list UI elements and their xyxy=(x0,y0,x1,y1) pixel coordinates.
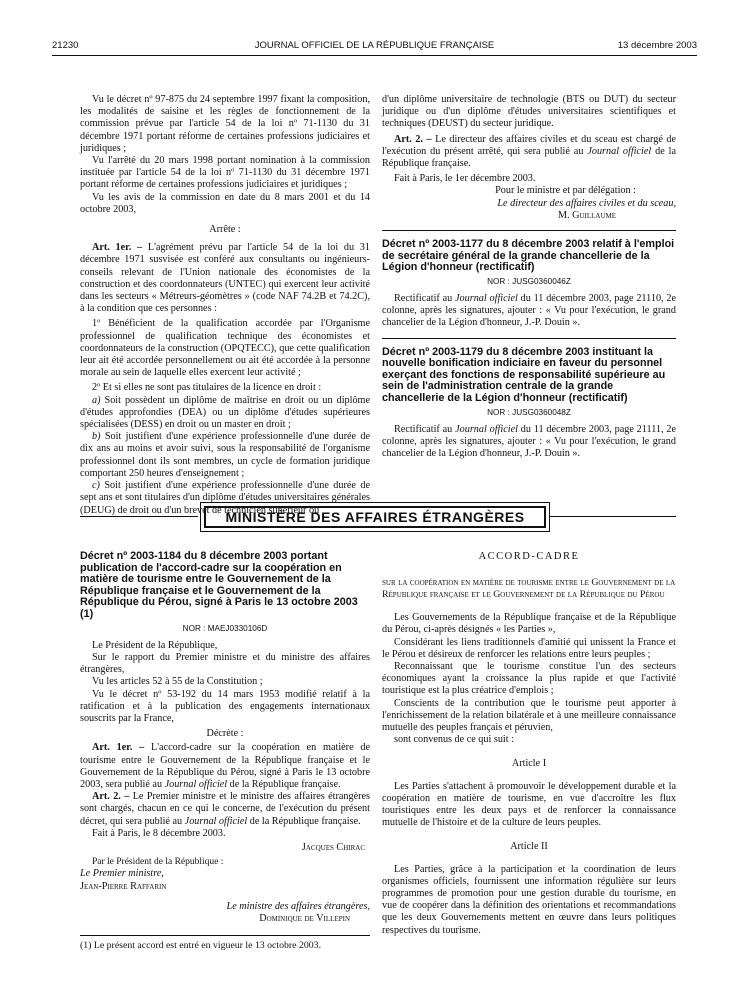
accord-heading: ACCORD-CADRE xyxy=(478,551,580,562)
issue-date: 13 décembre 2003 xyxy=(617,40,697,51)
rectificatif-text: du 11 décembre 2003, page 21111, 2e colonne, après les signatures, ajouter : « Vu pour l'exécution, le grand chancelier de la Légion d'honneur, J.-P. Douin ». xyxy=(382,423,677,460)
section-divider xyxy=(382,230,676,231)
article-heading: Article I xyxy=(511,758,547,770)
column-top-left xyxy=(80,94,370,517)
nor-reference: NOR : MAEJ0330106D xyxy=(182,623,268,633)
paragraph: Sur le rapport du Premier ministre et du ministre des affaires étrangères, xyxy=(80,651,370,676)
banner-rule-right xyxy=(550,516,676,517)
pm-title xyxy=(80,868,370,880)
mae-title-text: Le ministre des affaires étrangères, xyxy=(226,900,370,912)
paragraph: Vu le décret nº 53-192 du 14 mars 1953 modifié relatif à la ratification et à la publication des engagements internationaux souscrits par la France, xyxy=(80,688,370,724)
paragraph: Conscients de la contribution que le tourisme peut apporter à l'enrichissement de la relation bilatérale et à une meilleure connaissance mutuelle des peuples français et péruvien, xyxy=(382,697,676,734)
signature-line: Pour le ministre et par délégation : xyxy=(495,185,636,197)
article-label: Art. 2. – xyxy=(394,133,432,145)
article-label: Art. 1er. – xyxy=(92,242,143,254)
paragraph: 2º Et si elles ne sont pas titulaires de la licence en droit : xyxy=(92,382,322,394)
article-1 xyxy=(80,242,370,315)
paragraph: Considérant les liens traditionnels d'amitié qui unissent la France et le Pérou et désireux de renforcer les relations entre leurs peuples ; xyxy=(382,636,676,660)
rectificatif xyxy=(382,293,676,330)
journal-ref: Journal officiel xyxy=(184,815,248,827)
decree-title: Décret nº 2003-1184 du 8 décembre 2003 portant publication de l'accord-cadre sur la coopération en matière de tourisme entre le Gouvernement de la République française et le Gouvernement de la République du Pérou, signé à Paris le 13 octobre 2003 (1) xyxy=(80,550,358,620)
par-le-president: Par le Président de la République : xyxy=(92,857,224,868)
item-a xyxy=(80,395,370,432)
paragraph: Les Parties s'attachent à promouvoir le développement durable et la coopération en matière de tourisme, en vue d'accroître les flux touristiques entre les deux pays et de renforcer la connaissance mutuelle de l'histoire et de la culture de leurs peuples. xyxy=(382,780,676,829)
signature-title xyxy=(382,198,676,210)
paragraph: Vu les avis de la commission en date du 8 mars 2001 et du 14 octobre 2003, xyxy=(80,191,370,215)
page-header xyxy=(52,40,697,56)
article-heading: Article II xyxy=(510,841,548,853)
journal-ref: Journal officiel xyxy=(587,145,652,157)
section-divider xyxy=(382,338,676,339)
fait-line: Fait à Paris, le 1er décembre 2003. xyxy=(394,173,536,185)
article-1 xyxy=(80,742,370,791)
mae-title xyxy=(80,901,370,913)
journal-ref: Journal officiel xyxy=(164,779,228,790)
article-text: L'agrément prévu par l'article 54 de la loi du 31 décembre 1971 susvisée est conféré aux consultants ou ingénieurs-conseils relevant de l'Union nationale des économistes de la construction et des coordonnateurs (UNTEC) qui exercent leur activité dans les secteurs « Métreurs-géomètres » (code NAF 74.2B et 74.2C), à la condition que ces personnes : xyxy=(80,242,370,315)
arrete-heading: Arrête : xyxy=(209,224,241,236)
journal-ref: Journal officiel xyxy=(455,293,518,305)
rectificatif-text: Rectificatif au xyxy=(394,293,456,305)
paragraph: Reconnaissant que le tourisme constitue l'un des secteurs économiques ayant la croissance la plus rapide et que l'activité touristique est la plus créatrice d'emplois ; xyxy=(382,661,676,697)
article-2 xyxy=(80,791,370,828)
paragraph: Les Parties, grâce à la participation et la coordination de leurs organismes officiels, fournissent une information régulière sur leurs programmes de promotion pour une gestion durable du tourisme, en vue de coopérer dans la définition des orientations et recommandations que les deux Gouvernements mettent en œuvre dans leurs politiques respectives du tourisme. xyxy=(382,863,676,936)
ministry-banner xyxy=(200,502,550,532)
column-bottom-left xyxy=(80,551,370,952)
article-text: de la République française. xyxy=(227,779,341,790)
fait-line: Fait à Paris, le 8 décembre 2003. xyxy=(92,827,226,839)
article-text: Le directeur des affaires civiles et du sceau est chargé de l'exécution du présent arrêté, qui sera publié au xyxy=(382,133,676,157)
accord-subheading: sur la coopération en matière de tourisme entre le Gouvernement de la République française et le Gouvernement de la République du Pérou xyxy=(382,577,676,600)
signature-name: M. Guillaume xyxy=(557,209,616,221)
paragraph: d'un diplôme universitaire de technologie (BTS ou DUT) du secteur juridique ou d'un diplôme d'études universitaires scientifiques et techniques (DEUST) du secteur juridique. xyxy=(382,94,676,130)
article-label: Art. 1er. – xyxy=(92,742,145,754)
paragraph: Le Président de la République, xyxy=(92,639,218,651)
item-text: Soit justifient d'une expérience professionnelle d'une durée de dix ans au moins et avoir suivi, sous la responsabilité de l'organisme professionnel dont ils sont membres, un cycle de formation juridique comportant 250 heures d'enseignement ; xyxy=(80,431,370,479)
journal-ref: Journal officiel xyxy=(455,423,518,435)
item-b xyxy=(80,431,370,480)
item-label: b) xyxy=(92,431,101,443)
mae-name: Dominique de Villepin xyxy=(259,913,350,925)
decree-title: Décret nº 2003-1179 du 8 décembre 2003 instituant la nouvelle bonification indiciaire en faveur du personnel exerçant des fonctions de responsabilité supérieure au sein de l'administration centrale de la grande chancellerie de la Légion d'honneur (rectificatif) xyxy=(382,345,666,404)
nor-reference: NOR : JUSG0360048Z xyxy=(487,407,571,417)
paragraph: Les Gouvernements de la République française et de la République du Pérou, ci-après désignés « les Parties », xyxy=(382,612,676,636)
article-text: de la République française. xyxy=(247,815,361,827)
article-text: L'accord-cadre sur la coopération en matière de tourisme entre le Gouvernement de la République française et le Gouvernement de la République du Pérou, signé à Paris le 13 octobre 2003, sera publié au xyxy=(80,742,370,790)
decree-title: Décret nº 2003-1177 du 8 décembre 2003 relatif à l'emploi de secrétaire général de la grande chancellerie de la Légion d'honneur (rectificatif) xyxy=(382,238,675,274)
article-label: Art. 2. – xyxy=(92,791,130,803)
item-text: Soit justifient d'une expérience professionnelle d'une durée de sept ans et sont titulaires d'un diplôme d'études universitaires générales (DEUG) de droit ou d'un brevet de technicien supérieur ou xyxy=(80,480,370,516)
nor-reference: NOR : JUSG0360046Z xyxy=(487,276,571,286)
article-2 xyxy=(382,134,676,171)
rectificatif-text: Rectificatif au xyxy=(394,423,456,435)
column-top-right xyxy=(382,94,676,460)
header-rule xyxy=(52,55,697,56)
item-label: c) xyxy=(92,480,100,492)
decrete-heading: Décrète : xyxy=(206,728,244,740)
article-text: Le Premier ministre et le ministre des affaires étrangères sont chargés, chacun en ce qui le concerne, de l'exécution du présent décret, qui sera publié au xyxy=(80,791,370,827)
article-text: de la République française. xyxy=(382,145,676,170)
item-text: Soit possèdent un diplôme de maîtrise en droit ou un diplôme d'études approfondies (DEA) ou un diplôme d'études supérieures spécialisées (DESS) en droit ou un master en droit ; xyxy=(80,394,370,431)
pm-title-text: Le Premier ministre, xyxy=(80,868,164,880)
page-number: 21230 xyxy=(52,40,79,51)
banner-rule-left xyxy=(80,516,198,517)
column-bottom-right xyxy=(382,551,676,937)
paragraph: Vu l'arrêté du 20 mars 1998 portant nomination à la commission instituée par l'article 54 de la loi nº 71-1130 du 31 décembre 1971 portant réforme de certaines professions judiciaires et juridiques ; xyxy=(80,155,370,191)
footnote: (1) Le présent accord est entré en vigueur le 13 octobre 2003. xyxy=(80,935,370,952)
pm-name: Jean-Pierre Raffarin xyxy=(80,880,167,892)
paragraph: 1º Bénéficient de la qualification accordée par l'Organisme professionnel de qualification technique des économistes et coordonnateurs de la construction (OPQTECC), que cette qualification leur ait été accordée personnellement ou ait été accordée à la personne morale au sein de laquelle elles exercent leur activité ; xyxy=(80,318,370,379)
rectificatif-text: du 11 décembre 2003, page 21110, 2e colonne, après les signatures, ajouter : « Vu pour l'exécution, le grand chancelier de la Légion d'honneur, J.-P. Douin ». xyxy=(382,293,676,329)
paragraph: Vu les articles 52 à 55 de la Constitution ; xyxy=(92,676,263,688)
journal-title: JOURNAL OFFICIEL DE LA RÉPUBLIQUE FRANÇAISE xyxy=(254,40,495,51)
rectificatif xyxy=(382,424,676,461)
paragraph: Vu le décret nº 97-875 du 24 septembre 1997 fixant la composition, les modalités de saisine et les règles de fonctionnement de la commission prévue par l'article 54 de la loi nº 71-1130 du 31 décembre 1971 portant réforme de certaines professions judiciaires et juridiques ; xyxy=(80,94,370,154)
signature-title-text: Le directeur des affaires civiles et du sceau, xyxy=(497,197,676,209)
signature-president: Jacques Chirac xyxy=(301,842,365,854)
paragraph: sont convenus de ce qui suit : xyxy=(394,734,514,746)
item-label: a) xyxy=(92,394,101,406)
ministry-banner-text: MINISTÈRE DES AFFAIRES ÉTRANGÈRES xyxy=(204,506,546,528)
